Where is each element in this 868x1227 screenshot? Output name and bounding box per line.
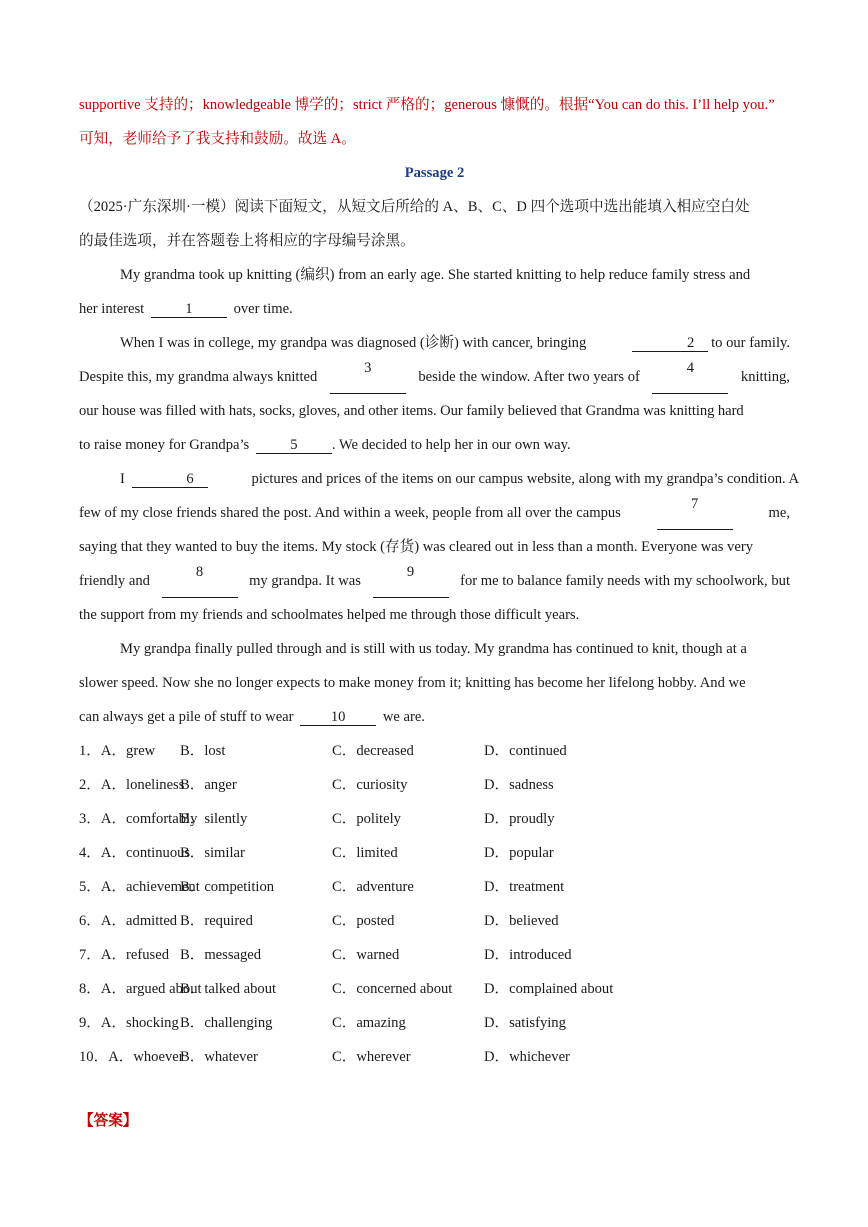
option-a: A．achievement xyxy=(100,879,200,895)
option-num-a xyxy=(79,1040,184,1074)
paragraph-3-line-2 xyxy=(79,496,790,530)
option-c: C．decreased xyxy=(332,743,414,759)
text-span: friendly and xyxy=(79,573,150,589)
text-span: to our family. xyxy=(711,335,790,351)
paragraph-4-line-2: slower speed. Now she no longer expects to make money from it; knitting has become her lifelong hobby. And we xyxy=(79,675,746,691)
explanation-line-2: 可知，老师给予了我支持和鼓励。故选 A。 xyxy=(79,131,356,147)
option-c: C．limited xyxy=(332,845,398,861)
option-b: B．whatever xyxy=(180,1049,258,1065)
question-number: 5． xyxy=(79,879,101,895)
text-span: pictures and prices of the items on our campus website, along with my grandpa’s condition. A xyxy=(251,471,800,487)
option-d: D．introduced xyxy=(484,947,572,963)
option-d: D．treatment xyxy=(484,879,565,895)
option-d: D．proudly xyxy=(484,811,555,827)
option-row xyxy=(79,802,790,836)
paragraph-4-line-3 xyxy=(79,700,790,734)
option-d: D．complained about xyxy=(484,981,614,997)
text-span: When I was in college, my grandpa was diagnosed (诊断) with cancer, bringing xyxy=(120,335,587,351)
blank-6: 6 xyxy=(132,471,208,488)
document-page xyxy=(79,88,800,1074)
text-span: we are. xyxy=(382,709,425,725)
text-span: me, xyxy=(768,505,790,521)
text-span: few of my close friends shared the post. And within a week, people from all over the campus xyxy=(79,505,621,521)
option-num-a xyxy=(79,972,202,1006)
option-b: B．lost xyxy=(180,743,226,759)
blank-1: 1 xyxy=(151,301,227,318)
option-a: A．refused xyxy=(100,947,169,963)
option-c: C．amazing xyxy=(332,1015,406,1031)
question-number: 9． xyxy=(79,1015,101,1031)
option-a: A．comfortably xyxy=(100,811,198,827)
paragraph-3-line-1 xyxy=(79,462,800,496)
option-c: C．politely xyxy=(332,811,401,827)
option-row xyxy=(79,972,790,1006)
paragraph-3-line-5: the support from my friends and schoolmates helped me through those difficult years. xyxy=(79,607,580,623)
text-span: . We decided to help her in our own way. xyxy=(331,437,571,453)
text-span: to raise money for Grandpa’s xyxy=(79,437,250,453)
option-d: D．whichever xyxy=(484,1049,570,1065)
option-a: A．whoever xyxy=(108,1049,184,1065)
option-b: B．competition xyxy=(180,879,275,895)
option-c: C．adventure xyxy=(332,879,414,895)
paragraph-2-line-2 xyxy=(79,360,790,394)
blank-wrap xyxy=(79,462,211,496)
option-num-a xyxy=(79,768,185,802)
question-number: 2． xyxy=(79,777,101,793)
option-b: B．talked about xyxy=(180,981,277,997)
blank-2: 2 xyxy=(632,335,708,352)
text-span: can always get a pile of stuff to wear xyxy=(79,709,294,725)
question-number: 4． xyxy=(79,845,101,861)
option-d: D．popular xyxy=(484,845,554,861)
option-b: B．challenging xyxy=(180,1015,273,1031)
blank-8: 8 xyxy=(162,564,238,598)
question-number: 6． xyxy=(79,913,101,929)
text-span: Despite this, my grandma always knitted xyxy=(79,369,318,385)
option-c: C．curiosity xyxy=(332,777,408,793)
option-b: B．messaged xyxy=(180,947,262,963)
paragraph-3-line-4 xyxy=(79,564,790,598)
paragraph-3-line-3: saying that they wanted to buy the items. My stock (存货) was cleared out in less than a month. Everyone was very xyxy=(79,539,753,555)
option-b: B．similar xyxy=(180,845,245,861)
option-num-a xyxy=(79,802,198,836)
paragraph-1-line-1: My grandma took up knitting (编织) from an early age. She started knitting to help reduce family stress and xyxy=(120,267,751,283)
option-d: D．believed xyxy=(484,913,559,929)
options-list xyxy=(79,734,790,1074)
blank-10: 10 xyxy=(300,709,376,726)
option-a: A．continuous xyxy=(100,845,191,861)
paragraph-2-line-3: our house was filled with hats, socks, gloves, and other items. Our family believed that Grandma was knitting hard xyxy=(79,403,744,419)
option-b: B．silently xyxy=(180,811,248,827)
question-number: 10． xyxy=(79,1049,109,1065)
option-b: B．anger xyxy=(180,777,237,793)
option-c: C．warned xyxy=(332,947,400,963)
option-row xyxy=(79,870,790,904)
blank-5: 5 xyxy=(256,437,332,454)
question-number: 8． xyxy=(79,981,101,997)
option-num-a xyxy=(79,734,180,768)
option-row xyxy=(79,904,790,938)
option-row xyxy=(79,734,790,768)
option-b: B．required xyxy=(180,913,253,929)
option-num-a xyxy=(79,938,180,972)
text-span: beside the window. After two years of xyxy=(418,369,640,385)
option-row xyxy=(79,938,790,972)
instructions-line-1: （2025·广东深圳·一模）阅读下面短文，从短文后所给的 A、B、C、D 四个选项中选出能填入相应空白处 xyxy=(79,199,750,215)
option-a: A．grew xyxy=(100,743,156,759)
blank-9: 9 xyxy=(373,564,449,598)
option-row xyxy=(79,1040,790,1074)
instructions-line-2: 的最佳选项，并在答题卷上将相应的字母编号涂黑。 xyxy=(79,233,415,249)
text-span: over time. xyxy=(233,301,293,317)
option-num-a xyxy=(79,1006,180,1040)
option-a: A．loneliness xyxy=(100,777,185,793)
passage-title: Passage 2 xyxy=(404,165,465,181)
blank-3: 3 xyxy=(330,360,406,394)
paragraph-1-line-2 xyxy=(79,292,790,326)
option-num-a xyxy=(79,836,191,870)
paragraph-2-line-4 xyxy=(79,428,790,462)
option-a: A．admitted xyxy=(100,913,178,929)
option-d: D．satisfying xyxy=(484,1015,566,1031)
option-c: C．wherever xyxy=(332,1049,411,1065)
option-row xyxy=(79,1006,790,1040)
blank-4: 4 xyxy=(652,360,728,394)
paragraph-2-line-1 xyxy=(79,326,790,360)
option-row xyxy=(79,768,790,802)
text-span: knitting, xyxy=(740,369,790,385)
blank-wrap xyxy=(588,326,790,360)
option-c: C．posted xyxy=(332,913,395,929)
paragraph-4-line-1: My grandpa finally pulled through and is still with us today. My grandma has continued to knit, though at a xyxy=(120,641,747,657)
text-span: I xyxy=(120,471,125,487)
text-span: for me to balance family needs with my schoolwork, but xyxy=(460,573,790,589)
option-d: D．continued xyxy=(484,743,567,759)
text-span: my grandpa. It was xyxy=(249,573,361,589)
text-span: her interest xyxy=(79,301,145,317)
option-row xyxy=(79,836,790,870)
option-d: D．sadness xyxy=(484,777,554,793)
option-num-a xyxy=(79,904,180,938)
blank-7: 7 xyxy=(657,496,733,530)
option-a: A．argued about xyxy=(100,981,202,997)
answer-label: 【答案】 xyxy=(79,1112,138,1129)
option-c: C．concerned about xyxy=(332,981,453,997)
option-a: A．shocking xyxy=(100,1015,179,1031)
question-number: 3． xyxy=(79,811,101,827)
option-num-a xyxy=(79,870,200,904)
question-number: 7． xyxy=(79,947,101,963)
explanation-line-1: supportive 支持的；knowledgeable 博学的；strict 严格的；generous 慷慨的。根据“You can do this. I’ll help you.” xyxy=(79,97,775,113)
question-number: 1． xyxy=(79,743,101,759)
